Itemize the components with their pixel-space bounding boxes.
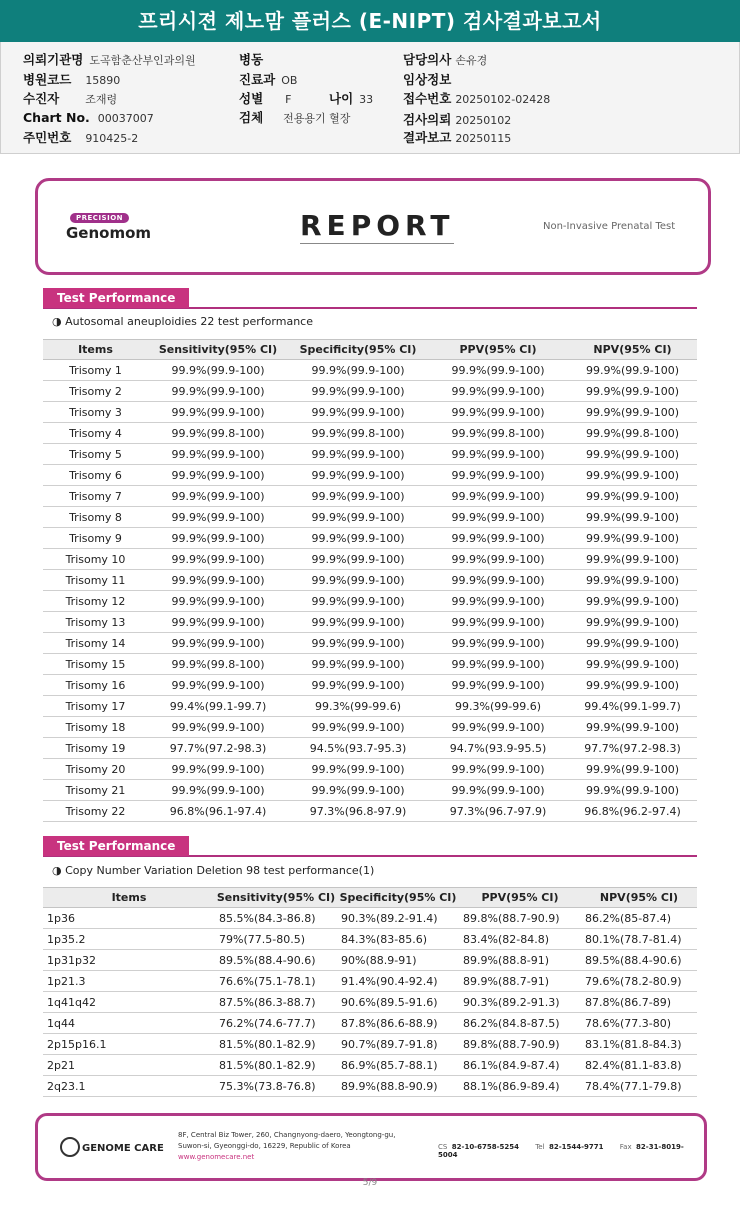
row-value-cell: 99.9%(99.9-100) — [568, 507, 697, 528]
field-chart — [23, 110, 154, 125]
row-value-cell: 99.9%(99.9-100) — [148, 402, 288, 423]
row-value-cell: 99.9%(99.9-100) — [428, 360, 568, 381]
row-value-cell: 90%(88.9-91) — [337, 950, 459, 971]
row-value-cell: 91.4%(90.4-92.4) — [337, 971, 459, 992]
sex-value: F — [285, 93, 292, 106]
row-value-cell: 78.4%(77.1-79.8) — [581, 1076, 697, 1097]
row-value-cell: 99.9%(99.9-100) — [428, 717, 568, 738]
row-value-cell: 99.9%(99.9-100) — [428, 528, 568, 549]
row-value-cell: 90.3%(89.2-91.4) — [337, 908, 459, 929]
row-item-cell: Trisomy 8 — [43, 507, 148, 528]
specimen-label: 검체 — [239, 110, 264, 125]
row-value-cell: 99.9%(99.9-100) — [568, 633, 697, 654]
table-row — [43, 591, 697, 612]
field-specimen — [239, 108, 350, 126]
col-header-npv: NPV(95% CI) — [581, 888, 697, 908]
request-value: 20250102 — [455, 114, 512, 127]
section2-header — [43, 835, 697, 857]
field-ward — [239, 50, 269, 68]
address-line-1: 8F, Central Biz Tower, 260, Changnyong-daero, Yeongtong-gu, — [178, 1131, 396, 1139]
row-item-cell: 1p31p32 — [43, 950, 215, 971]
clinical-label: 임상정보 — [403, 72, 452, 87]
table-row — [43, 675, 697, 696]
row-item-cell: Trisomy 3 — [43, 402, 148, 423]
col-header-ppv: PPV(95% CI) — [459, 888, 581, 908]
row-value-cell: 99.9%(99.9-100) — [148, 381, 288, 402]
row-value-cell: 99.9%(99.9-100) — [148, 444, 288, 465]
row-value-cell: 99.9%(99.9-100) — [288, 717, 428, 738]
result-value: 20250115 — [455, 132, 512, 145]
row-value-cell: 99.9%(99.9-100) — [428, 780, 568, 801]
row-value-cell: 99.9%(99.9-100) — [288, 549, 428, 570]
row-value-cell: 89.5%(88.4-90.6) — [215, 950, 337, 971]
field-code — [23, 70, 120, 88]
footer-url[interactable]: www.genomecare.net — [178, 1153, 255, 1161]
table-header-row — [43, 340, 697, 360]
table-row — [43, 633, 697, 654]
cnv-table — [43, 887, 697, 1097]
row-item-cell: Trisomy 11 — [43, 570, 148, 591]
row-value-cell: 99.9%(99.9-100) — [288, 402, 428, 423]
row-value-cell: 99.9%(99.9-100) — [288, 780, 428, 801]
row-item-cell: Trisomy 18 — [43, 717, 148, 738]
table-row — [43, 465, 697, 486]
field-result — [403, 128, 511, 146]
row-value-cell: 99.9%(99.9-100) — [568, 591, 697, 612]
row-value-cell: 99.9%(99.9-100) — [428, 549, 568, 570]
row-value-cell: 99.9%(99.9-100) — [148, 549, 288, 570]
row-value-cell: 99.9%(99.9-100) — [428, 402, 568, 423]
row-value-cell: 97.7%(97.2-98.3) — [568, 738, 697, 759]
row-value-cell: 99.9%(99.9-100) — [568, 402, 697, 423]
table-row — [43, 423, 697, 444]
hospital-label: 의뢰기관명 — [23, 52, 84, 67]
row-value-cell: 99.9%(99.9-100) — [428, 654, 568, 675]
row-item-cell: Trisomy 5 — [43, 444, 148, 465]
row-value-cell: 99.9%(99.9-100) — [288, 507, 428, 528]
table-row — [43, 908, 697, 929]
row-value-cell: 99.9%(99.9-100) — [148, 570, 288, 591]
precision-badge: PRECISION — [70, 213, 129, 223]
table-row — [43, 570, 697, 591]
row-item-cell: Trisomy 7 — [43, 486, 148, 507]
row-item-cell: 2p21 — [43, 1055, 215, 1076]
row-value-cell: 99.9%(99.9-100) — [288, 381, 428, 402]
row-value-cell: 99.9%(99.9-100) — [148, 612, 288, 633]
row-value-cell: 99.9%(99.9-100) — [568, 612, 697, 633]
table-row — [43, 381, 697, 402]
table-row — [43, 801, 697, 822]
section1-title: Test Performance — [43, 288, 189, 308]
request-label: 검사의뢰 — [403, 112, 452, 127]
table-row — [43, 780, 697, 801]
row-item-cell: Trisomy 17 — [43, 696, 148, 717]
row-value-cell: 99.9%(99.9-100) — [148, 360, 288, 381]
col-header-specificity: Specificity(95% CI) — [288, 340, 428, 360]
row-item-cell: 2q23.1 — [43, 1076, 215, 1097]
row-value-cell: 80.1%(78.7-81.4) — [581, 929, 697, 950]
table-row — [43, 971, 697, 992]
table-row — [43, 360, 697, 381]
field-doctor — [403, 50, 487, 68]
table-row — [43, 1034, 697, 1055]
table-row — [43, 759, 697, 780]
field-id — [23, 128, 138, 146]
row-value-cell: 99.9%(99.8-100) — [568, 423, 697, 444]
row-value-cell: 99.9%(99.9-100) — [428, 444, 568, 465]
table-row — [43, 654, 697, 675]
row-value-cell: 99.9%(99.9-100) — [428, 675, 568, 696]
table-row — [43, 528, 697, 549]
row-value-cell: 87.8%(86.6-88.9) — [337, 1013, 459, 1034]
field-dept — [239, 70, 297, 88]
row-value-cell: 99.9%(99.9-100) — [428, 465, 568, 486]
row-item-cell: Trisomy 14 — [43, 633, 148, 654]
col-header-npv: NPV(95% CI) — [568, 340, 697, 360]
row-item-cell: Trisomy 6 — [43, 465, 148, 486]
table-header-row — [43, 888, 697, 908]
row-value-cell: 85.5%(84.3-86.8) — [215, 908, 337, 929]
row-item-cell: Trisomy 19 — [43, 738, 148, 759]
row-value-cell: 99.9%(99.9-100) — [568, 675, 697, 696]
row-value-cell: 99.9%(99.9-100) — [568, 444, 697, 465]
reception-value: 20250102-02428 — [455, 93, 551, 106]
id-value: 910425-2 — [85, 132, 139, 145]
row-item-cell: 1q41q42 — [43, 992, 215, 1013]
report-heading: REPORT — [300, 209, 455, 242]
table-row — [43, 1055, 697, 1076]
patient-info-panel — [0, 42, 740, 154]
genome-care-logo — [60, 1138, 164, 1158]
footer-banner — [35, 1113, 707, 1181]
row-value-cell: 90.7%(89.7-91.8) — [337, 1034, 459, 1055]
row-value-cell: 96.8%(96.1-97.4) — [148, 801, 288, 822]
row-value-cell: 83.1%(81.8-84.3) — [581, 1034, 697, 1055]
table-row — [43, 486, 697, 507]
table-row — [43, 717, 697, 738]
ward-label: 병동 — [239, 52, 264, 67]
report-banner — [35, 178, 711, 275]
table-row — [43, 696, 697, 717]
section2-subtitle: ◑ Copy Number Variation Deletion 98 test performance(1) — [52, 864, 375, 877]
row-value-cell: 99.9%(99.9-100) — [428, 486, 568, 507]
row-item-cell: Trisomy 2 — [43, 381, 148, 402]
tel-number: 82-1544-9771 — [549, 1143, 604, 1151]
cs-label: CS — [438, 1143, 448, 1151]
col-header-sensitivity: Sensitivity(95% CI) — [148, 340, 288, 360]
row-item-cell: Trisomy 1 — [43, 360, 148, 381]
row-value-cell: 99.9%(99.9-100) — [148, 591, 288, 612]
examinee-value: 조재령 — [85, 93, 118, 106]
dept-value: OB — [281, 74, 298, 87]
row-value-cell: 75.3%(73.8-76.8) — [215, 1076, 337, 1097]
genomom-logo: Genomom — [66, 224, 152, 242]
row-value-cell: 99.9%(99.9-100) — [568, 759, 697, 780]
report-subtitle: Non-Invasive Prenatal Test — [543, 221, 676, 232]
field-sex — [239, 89, 291, 107]
row-value-cell: 99.9%(99.9-100) — [568, 381, 697, 402]
dept-label: 진료과 — [239, 72, 276, 87]
row-value-cell: 81.5%(80.1-82.9) — [215, 1055, 337, 1076]
field-age — [329, 89, 373, 107]
row-item-cell: Trisomy 20 — [43, 759, 148, 780]
row-value-cell: 87.5%(86.3-88.7) — [215, 992, 337, 1013]
row-value-cell: 89.5%(88.4-90.6) — [581, 950, 697, 971]
col-header-ppv: PPV(95% CI) — [428, 340, 568, 360]
row-value-cell: 99.9%(99.9-100) — [568, 528, 697, 549]
col-header-specificity: Specificity(95% CI) — [337, 888, 459, 908]
row-item-cell: Trisomy 13 — [43, 612, 148, 633]
row-value-cell: 99.9%(99.9-100) — [568, 549, 697, 570]
row-value-cell: 99.9%(99.9-100) — [428, 381, 568, 402]
row-value-cell: 79.6%(78.2-80.9) — [581, 971, 697, 992]
row-value-cell: 99.9%(99.9-100) — [568, 465, 697, 486]
row-item-cell: 1p36 — [43, 908, 215, 929]
chart-label: Chart No. — [23, 110, 90, 125]
section1-subtitle: ◑ Autosomal aneuploidies 22 test performance — [52, 315, 313, 328]
row-value-cell: 99.9%(99.9-100) — [148, 507, 288, 528]
section2-title: Test Performance — [43, 836, 189, 856]
examinee-label: 수진자 — [23, 91, 60, 106]
row-value-cell: 99.3%(99-99.6) — [428, 696, 568, 717]
table-row — [43, 507, 697, 528]
row-value-cell: 99.9%(99.9-100) — [428, 759, 568, 780]
row-item-cell: Trisomy 16 — [43, 675, 148, 696]
row-value-cell: 86.1%(84.9-87.4) — [459, 1055, 581, 1076]
row-value-cell: 86.9%(85.7-88.1) — [337, 1055, 459, 1076]
code-value: 15890 — [85, 74, 121, 87]
row-value-cell: 99.9%(99.9-100) — [288, 486, 428, 507]
row-item-cell: Trisomy 12 — [43, 591, 148, 612]
row-value-cell: 99.9%(99.9-100) — [288, 570, 428, 591]
row-value-cell: 99.9%(99.9-100) — [428, 570, 568, 591]
row-value-cell: 99.9%(99.9-100) — [148, 759, 288, 780]
row-value-cell: 89.9%(88.8-91) — [459, 950, 581, 971]
row-item-cell: Trisomy 21 — [43, 780, 148, 801]
col-header-items: Items — [43, 340, 148, 360]
row-value-cell: 89.8%(88.7-90.9) — [459, 1034, 581, 1055]
row-value-cell: 99.9%(99.9-100) — [288, 465, 428, 486]
row-value-cell: 99.9%(99.9-100) — [568, 780, 697, 801]
row-value-cell: 86.2%(84.8-87.5) — [459, 1013, 581, 1034]
table-row — [43, 612, 697, 633]
row-value-cell: 99.9%(99.9-100) — [288, 360, 428, 381]
field-hospital — [23, 50, 196, 68]
row-value-cell: 89.9%(88.8-90.9) — [337, 1076, 459, 1097]
table-row — [43, 402, 697, 423]
row-value-cell: 99.9%(99.9-100) — [568, 570, 697, 591]
table-row — [43, 444, 697, 465]
row-value-cell: 84.3%(83-85.6) — [337, 929, 459, 950]
row-value-cell: 99.9%(99.9-100) — [148, 465, 288, 486]
fax-label: Fax — [619, 1143, 632, 1151]
row-value-cell: 99.9%(99.9-100) — [288, 444, 428, 465]
row-value-cell: 90.3%(89.2-91.3) — [459, 992, 581, 1013]
row-value-cell: 99.9%(99.9-100) — [288, 675, 428, 696]
report-title: 프리시젼 제노맘 플러스 (E-NIPT) 검사결과보고서 — [0, 0, 740, 42]
chart-value: 00037007 — [97, 112, 154, 125]
row-item-cell: Trisomy 22 — [43, 801, 148, 822]
row-value-cell: 88.1%(86.9-89.4) — [459, 1076, 581, 1097]
row-value-cell: 97.3%(96.7-97.9) — [428, 801, 568, 822]
row-item-cell: Trisomy 9 — [43, 528, 148, 549]
age-label: 나이 — [329, 91, 354, 106]
row-value-cell: 99.9%(99.9-100) — [568, 654, 697, 675]
genome-care-icon — [60, 1137, 80, 1157]
field-reception — [403, 89, 550, 107]
row-value-cell: 99.9%(99.9-100) — [148, 633, 288, 654]
row-value-cell: 99.9%(99.9-100) — [288, 654, 428, 675]
row-value-cell: 76.6%(75.1-78.1) — [215, 971, 337, 992]
row-value-cell: 94.7%(93.9-95.5) — [428, 738, 568, 759]
code-label: 병원코드 — [23, 72, 72, 87]
row-value-cell: 81.5%(80.1-82.9) — [215, 1034, 337, 1055]
row-value-cell: 99.9%(99.9-100) — [148, 486, 288, 507]
result-label: 결과보고 — [403, 130, 452, 145]
row-value-cell: 99.9%(99.9-100) — [288, 633, 428, 654]
col-header-items: Items — [43, 888, 215, 908]
row-value-cell: 99.9%(99.9-100) — [428, 591, 568, 612]
row-value-cell: 99.9%(99.9-100) — [428, 507, 568, 528]
row-value-cell: 99.9%(99.9-100) — [288, 528, 428, 549]
page-number: 5/9 — [362, 1178, 378, 1188]
row-value-cell: 99.9%(99.9-100) — [568, 717, 697, 738]
row-value-cell: 99.9%(99.8-100) — [288, 423, 428, 444]
row-value-cell: 90.6%(89.5-91.6) — [337, 992, 459, 1013]
doctor-label: 담당의사 — [403, 52, 452, 67]
row-value-cell: 99.9%(99.9-100) — [148, 780, 288, 801]
field-request — [403, 110, 511, 128]
specimen-value: 전용용기 혈장 — [283, 112, 351, 125]
hospital-value: 도곡함춘산부인과의원 — [89, 54, 196, 67]
row-value-cell: 94.5%(93.7-95.3) — [288, 738, 428, 759]
aneuploidy-table — [43, 339, 697, 822]
footer-contacts — [438, 1143, 704, 1159]
field-clinical — [403, 70, 457, 88]
row-value-cell: 79%(77.5-80.5) — [215, 929, 337, 950]
table-row — [43, 1013, 697, 1034]
cs-number: 82-10-6758-5254 — [451, 1143, 519, 1151]
row-value-cell: 99.9%(99.8-100) — [148, 654, 288, 675]
row-value-cell: 82.4%(81.1-83.8) — [581, 1055, 697, 1076]
section1-header — [43, 287, 697, 309]
genome-care-brand: GENOME CARE — [82, 1143, 164, 1154]
fax-number: 82-31-8019-5004 — [438, 1143, 684, 1159]
row-value-cell: 89.9%(88.7-91) — [459, 971, 581, 992]
table-row — [43, 929, 697, 950]
reception-label: 접수번호 — [403, 91, 452, 106]
row-value-cell: 76.2%(74.6-77.7) — [215, 1013, 337, 1034]
tel-label: Tel — [535, 1143, 545, 1151]
address-line-2: Suwon-si, Gyeonggi-do, 16229, Republic of Korea — [178, 1142, 351, 1150]
row-value-cell: 99.9%(99.9-100) — [568, 486, 697, 507]
row-value-cell: 99.9%(99.9-100) — [288, 759, 428, 780]
row-value-cell: 99.9%(99.9-100) — [428, 612, 568, 633]
row-item-cell: 2p15p16.1 — [43, 1034, 215, 1055]
col-header-sensitivity: Sensitivity(95% CI) — [215, 888, 337, 908]
row-item-cell: Trisomy 15 — [43, 654, 148, 675]
row-value-cell: 99.9%(99.9-100) — [148, 528, 288, 549]
row-item-cell: Trisomy 4 — [43, 423, 148, 444]
footer-address — [178, 1130, 395, 1163]
row-value-cell: 99.9%(99.8-100) — [148, 423, 288, 444]
row-value-cell: 99.9%(99.9-100) — [288, 591, 428, 612]
id-label: 주민번호 — [23, 130, 72, 145]
table-row — [43, 992, 697, 1013]
row-item-cell: Trisomy 10 — [43, 549, 148, 570]
table-row — [43, 738, 697, 759]
row-item-cell: 1p35.2 — [43, 929, 215, 950]
table-row — [43, 1076, 697, 1097]
row-value-cell: 99.4%(99.1-99.7) — [568, 696, 697, 717]
row-value-cell: 99.9%(99.9-100) — [568, 360, 697, 381]
age-value: 33 — [359, 93, 374, 106]
sex-label: 성별 — [239, 91, 264, 106]
row-value-cell: 99.9%(99.9-100) — [288, 612, 428, 633]
row-value-cell: 99.4%(99.1-99.7) — [148, 696, 288, 717]
row-value-cell: 86.2%(85-87.4) — [581, 908, 697, 929]
row-value-cell: 83.4%(82-84.8) — [459, 929, 581, 950]
row-value-cell: 87.8%(86.7-89) — [581, 992, 697, 1013]
row-item-cell: 1q44 — [43, 1013, 215, 1034]
row-value-cell: 97.3%(96.8-97.9) — [288, 801, 428, 822]
doctor-value: 손유경 — [455, 54, 488, 67]
row-value-cell: 99.9%(99.9-100) — [148, 717, 288, 738]
row-value-cell: 89.8%(88.7-90.9) — [459, 908, 581, 929]
field-examinee — [23, 89, 117, 107]
row-value-cell: 78.6%(77.3-80) — [581, 1013, 697, 1034]
row-value-cell: 99.9%(99.8-100) — [428, 423, 568, 444]
row-value-cell: 97.7%(97.2-98.3) — [148, 738, 288, 759]
row-value-cell: 99.3%(99-99.6) — [288, 696, 428, 717]
row-value-cell: 99.9%(99.9-100) — [428, 633, 568, 654]
row-item-cell: 1p21.3 — [43, 971, 215, 992]
row-value-cell: 99.9%(99.9-100) — [148, 675, 288, 696]
table-row — [43, 950, 697, 971]
table-row — [43, 549, 697, 570]
row-value-cell: 96.8%(96.2-97.4) — [568, 801, 697, 822]
